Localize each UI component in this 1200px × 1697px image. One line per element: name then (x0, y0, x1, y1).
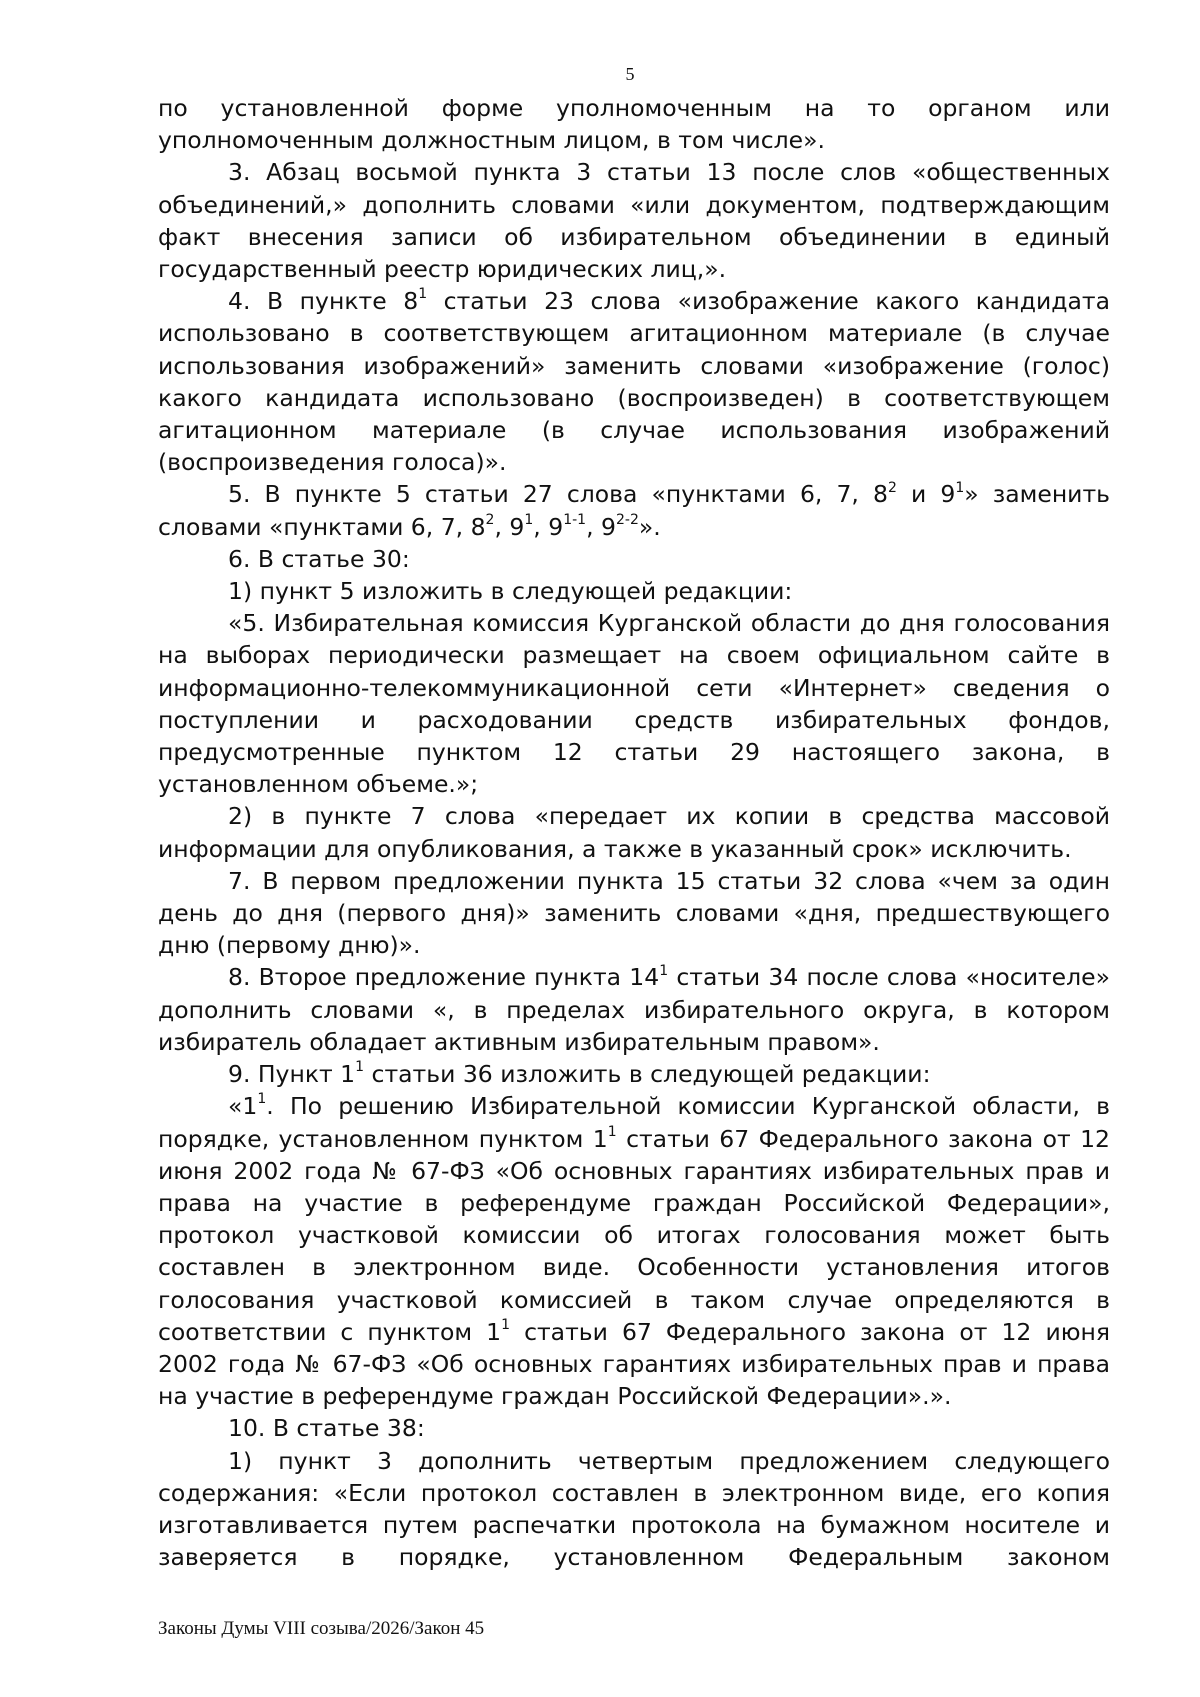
text-run: статьи 36 изложить в следующей редакции: (364, 1060, 931, 1089)
document-footer: Законы Думы VIII созыва/2026/Закон 45 (158, 1618, 485, 1639)
text-run: , 9 (494, 512, 525, 541)
paragraph-continuation: по установленной форме уполномоченным на то органом или уполномоченным должностным лицом, в том числе». (158, 94, 1110, 155)
paragraph-item-6: 6. В статье 30: (228, 544, 410, 573)
superscript: 1 (659, 962, 669, 979)
text-run: и 9 (896, 480, 956, 509)
paragraph-item-3: 3. Абзац восьмой пункта 3 статьи 13 после слов «общественных объединений,» дополнить словами «или документом, подтверждающим факт внесения записи об избирательном объединении в единый государственный реестр юридических лиц,». (158, 158, 1110, 284)
text-run: статьи 34 после слова «носителе» дополнить словами «, в пределах избирательного округа, в котором избиратель обладает активным избирательным правом». (158, 963, 1110, 1056)
superscript: 2 (887, 479, 897, 496)
superscript: 1 (955, 479, 965, 496)
paragraph-item-8 (158, 961, 1110, 1058)
text-run: 9. Пункт 1 (228, 1060, 356, 1089)
superscript: 1-1 (563, 511, 587, 528)
paragraph-item-4 (158, 285, 1110, 478)
superscript: 1 (418, 286, 428, 303)
text-run: » заменить словами «пунктами 6, 7, 8 (158, 480, 1110, 541)
paragraph-subitem-6-2: 2) в пункте 7 слова «передает их копии в средства массовой информации для опубликования, а также в указанный срок» исключить. (158, 802, 1110, 863)
document-body (158, 92, 1110, 1573)
paragraph-quote-item-1-1 (158, 1090, 1110, 1412)
paragraph-subitem-6-1: 1) пункт 5 изложить в следующей редакции: (228, 577, 793, 606)
superscript: 2 (485, 511, 495, 528)
paragraph-item-7: 7. В первом предложении пункта 15 статьи 32 слова «чем за один день до дня (первого дня)» заменить словами «дня, предшествующего дню (первому дню)». (158, 866, 1110, 960)
text-run: статьи 67 Федерального закона от 12 июня 2002 года № 67-ФЗ «Об основных гарантиях избирательных прав и права на участие в референдуме граждан Российской Федерации».». (158, 1317, 1111, 1411)
text-run: 4. В пункте 8 (228, 287, 419, 316)
superscript: 1 (257, 1091, 267, 1108)
text-run: . По решению Избирательной комиссии Курганской области, в порядке, установленном пунктом 1 (158, 1092, 1110, 1153)
paragraph-subitem-10-1: 1) пункт 3 дополнить четвертым предложением следующего содержания: «Если протокол составлен в электронном виде, его копия изготавливается путем распечатки протокола на бумажном носителе и заверяется в порядке, установленном Федеральным законом (158, 1446, 1110, 1572)
text-run: «1 (228, 1092, 258, 1121)
paragraph-item-10: 10. В статье 38: (228, 1414, 425, 1443)
superscript: 1 (607, 1123, 617, 1140)
text-run: статьи 23 слова «изображение какого кандидата использовано в соответствующем агитационном материале (в случае использования изображений» заменить словами «изображение (голос) какого кандидата использовано (воспроизведен) в соответствующем агитационном материале (в случае использования изображений (воспроизведения голоса)». (158, 287, 1110, 477)
superscript: 1 (501, 1316, 510, 1333)
page-number: 5 (625, 64, 635, 84)
superscript: 1 (524, 511, 534, 528)
paragraph-item-5 (158, 478, 1110, 542)
paragraph-quote-item-5: «5. Избирательная комиссия Курганской области до дня голосования на выборах периодически размещает на своем официальном сайте в информационно-телекоммуникационной сети «Интернет» сведения о поступлении и расходовании средств избирательных фондов, предусмотренные пунктом 12 статьи 29 настоящего закона, в установленном объеме.»; (158, 609, 1110, 799)
text-run: 5. В пункте 5 статьи 27 слова «пунктами 6, 7, 8 (228, 480, 888, 509)
superscript: 2-2 (615, 511, 639, 528)
paragraph-item-9 (158, 1058, 1110, 1090)
superscript: 1 (355, 1059, 365, 1076)
text-run: ». (638, 512, 661, 541)
text-run: 8. Второе предложение пункта 14 (228, 963, 660, 992)
text-run: статьи 67 Федерального закона от 12 июня 2002 года № 67-ФЗ «Об основных гарантиях избирательных прав и права на участие в референдуме граждан Российской Федерации», протокол участковой комиссии об итогах голосования может быть составлен в электронном виде. Особенности установления итогов голосования участковой комиссией в таком случае определяются в соответствии с пунктом 1 (158, 1124, 1110, 1346)
text-run: , 9 (533, 512, 564, 541)
text-run: , 9 (586, 512, 616, 541)
